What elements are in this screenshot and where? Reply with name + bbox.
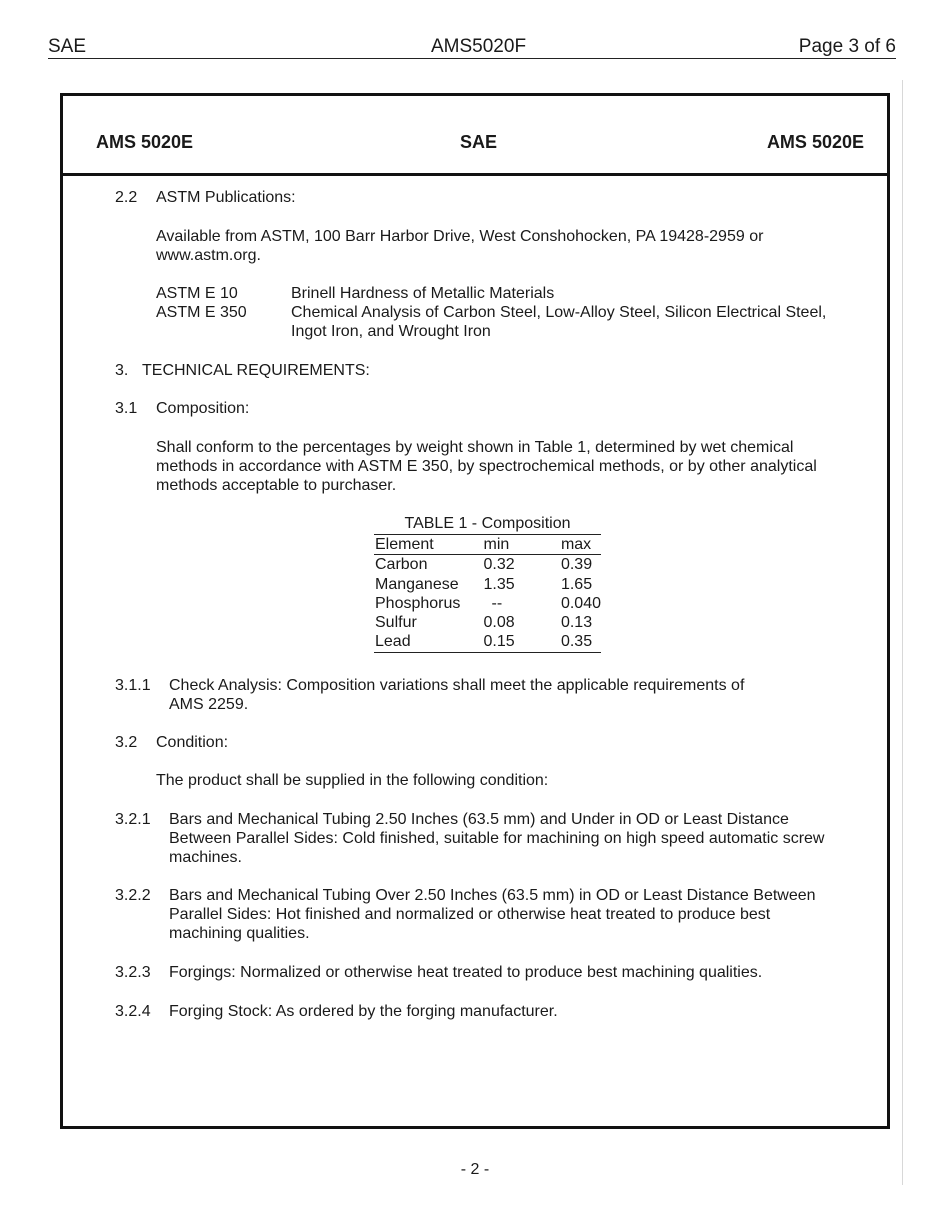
cell-max: 0.040	[560, 594, 601, 612]
column-header-max: max	[560, 535, 601, 555]
table-row	[374, 594, 601, 613]
section-3-2-2-line3: machining qualities.	[169, 925, 310, 942]
table-row	[374, 575, 601, 594]
section-3-2-2-line1: Bars and Mechanical Tubing Over 2.50 Inches (63.5 mm) in OD or Least Distance Between	[169, 887, 816, 904]
section-3-2-1-line1: Bars and Mechanical Tubing 2.50 Inches (63.5 mm) and Under in OD or Least Distance	[169, 811, 789, 828]
section-2-2-body-line1: Available from ASTM, 100 Barr Harbor Drive, West Conshohocken, PA 19428-2959 or	[156, 228, 764, 245]
ref-title-astm-e350-line1: Chemical Analysis of Carbon Steel, Low-Alloy Steel, Silicon Electrical Steel,	[291, 304, 827, 321]
cell-element: Phosphorus	[375, 594, 461, 612]
cell-min: --	[491, 594, 503, 612]
section-3-2-2-line2: Parallel Sides: Hot finished and normalized or otherwise heat treated to produce best	[169, 906, 771, 923]
section-2-2-number: 2.2	[115, 189, 138, 206]
section-3-number: 3.	[115, 362, 129, 379]
section-2-2-body-line2: www.astm.org.	[156, 247, 261, 264]
cell-element: Carbon	[375, 556, 428, 574]
section-3-2-1-number: 3.2.1	[115, 811, 151, 828]
section-3-1-body-line3: methods acceptable to purchaser.	[156, 477, 397, 494]
section-3-1-number: 3.1	[115, 400, 138, 417]
page-header-org: SAE	[48, 36, 87, 57]
ref-code-astm-e10: ASTM E 10	[156, 285, 238, 302]
composition-table-grid	[374, 534, 601, 653]
cell-min: 0.15	[483, 633, 515, 651]
page-number-footer: - 2 -	[460, 1161, 490, 1178]
section-3-2-1-line3: machines.	[169, 849, 242, 866]
table-row	[374, 613, 601, 632]
cell-max: 0.13	[560, 614, 593, 632]
ref-code-astm-e350: ASTM E 350	[156, 304, 247, 321]
section-3-2-title: Condition:	[156, 734, 229, 751]
column-header-element: Element	[374, 535, 478, 555]
page-edge-rule	[902, 80, 903, 1185]
ref-title-astm-e350-line2: Ingot Iron, and Wrought Iron	[291, 323, 491, 340]
section-3-1-body-line1: Shall conform to the percentages by weight shown in Table 1, determined by wet chemical	[156, 439, 794, 456]
section-3-2-3-line1: Forgings: Normalized or otherwise heat treated to produce best machining qualities.	[169, 964, 763, 981]
cell-element: Lead	[375, 633, 411, 651]
section-3-2-2-number: 3.2.2	[115, 887, 151, 904]
cell-max: 0.39	[560, 556, 593, 574]
section-3-2-4-number: 3.2.4	[115, 1003, 151, 1020]
table-row	[374, 632, 601, 652]
section-3-1-1-number: 3.1.1	[115, 677, 151, 694]
page-header-doc-id: AMS5020F	[431, 36, 527, 57]
page-header-page-count: Page 3 of 6	[798, 36, 896, 57]
table-header-row	[374, 535, 601, 555]
section-3-2-body: The product shall be supplied in the following condition:	[156, 772, 549, 789]
frame-header-right: AMS 5020E	[766, 132, 864, 152]
cell-min: 0.32	[483, 556, 515, 574]
frame-header-center: SAE	[460, 132, 498, 152]
cell-max: 0.35	[560, 633, 593, 651]
composition-table	[374, 514, 601, 653]
cell-min: 0.08	[483, 614, 515, 632]
cell-element: Sulfur	[375, 614, 417, 632]
cell-element: Manganese	[375, 575, 459, 593]
ref-title-astm-e10: Brinell Hardness of Metallic Materials	[291, 285, 555, 302]
section-3-1-body-line2: methods in accordance with ASTM E 350, by spectrochemical methods, or by other analytical	[156, 458, 817, 475]
section-3-2-4-line1: Forging Stock: As ordered by the forging manufacturer.	[169, 1003, 558, 1020]
frame-header-left: AMS 5020E	[96, 132, 194, 152]
table-title: TABLE 1 - Composition	[404, 515, 571, 532]
page-header	[48, 36, 896, 59]
section-2-2-title: ASTM Publications:	[156, 189, 296, 206]
section-3-2-1-line2: Between Parallel Sides: Cold finished, suitable for machining on high speed automatic screw	[169, 830, 825, 847]
section-3-title: TECHNICAL REQUIREMENTS:	[142, 362, 370, 379]
section-3-1-title: Composition:	[156, 400, 250, 417]
section-3-1-1-line1: Check Analysis: Composition variations shall meet the applicable requirements of	[169, 677, 745, 694]
section-3-2-number: 3.2	[115, 734, 138, 751]
cell-max: 1.65	[560, 575, 593, 593]
cell-min: 1.35	[483, 575, 515, 593]
frame-header	[63, 96, 887, 176]
table-row	[374, 555, 601, 575]
section-3-1-1-line2: AMS 2259.	[169, 696, 249, 713]
section-3-2-3-number: 3.2.3	[115, 964, 151, 981]
column-header-min: min	[478, 535, 560, 555]
